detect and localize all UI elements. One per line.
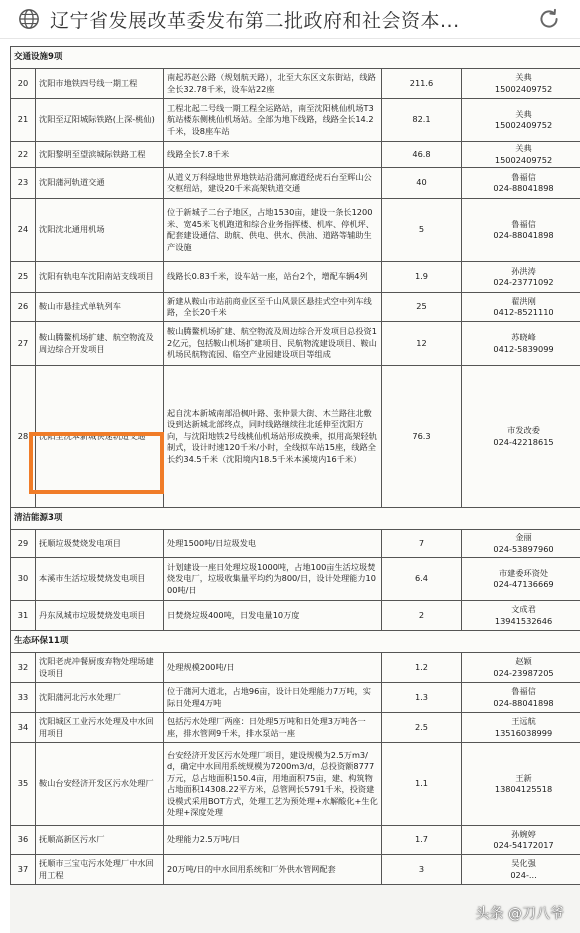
row-number: 36 [11,826,36,855]
investment-amount: 1.7 [382,826,462,855]
project-name: 本溪市生活垃圾焚烧发电项目 [36,558,164,601]
section-title: 交通设施9项 [11,47,580,69]
project-name: 沈阳至辽阳城际铁路(上深-桃仙) [36,99,164,142]
table-row [11,293,580,322]
project-description: 从道义万科绿地世界地铁站沿蒲河廊道经虎石台至辉山公交枢纽站，建设20千米高架轨道交通 [164,168,382,199]
row-number: 22 [11,142,36,168]
project-description: 位于新城子二台子地区，占地1530亩，建设一条长1200米、宽45米飞机跑道和综合业务指挥楼、机库、停机坪、配套建设通信、助航、供电、供水、供油、道路等辅助生产设施 [164,199,382,262]
investment-amount: 1.9 [382,262,462,293]
project-name: 沈阳蒲河轨道交通 [36,168,164,199]
contact-info: 关典 15002409752 [462,142,580,168]
investment-amount: 1.2 [382,653,462,683]
project-name: 沈阳蒲河北污水处理厂 [36,683,164,713]
table-row [11,713,580,743]
project-name: 抚顺高新区污水厂 [36,826,164,855]
table-row [11,530,580,558]
investment-amount: 1.3 [382,683,462,713]
contact-info: 孙洪涛 024-23771092 [462,262,580,293]
investment-amount: 2 [382,601,462,631]
table-row [11,99,580,142]
row-number: 31 [11,601,36,631]
row-number: 30 [11,558,36,601]
project-name: 丹东凤城市垃圾焚烧发电项目 [36,601,164,631]
table-row [11,142,580,168]
investment-amount: 2.5 [382,713,462,743]
project-name: 沈阳黎明至望滨城际铁路工程 [36,142,164,168]
table-row [11,199,580,262]
investment-amount: 40 [382,168,462,199]
project-description: 鞍山腾鳌机场扩建、航空物流及周边综合开发项目总投资12亿元，包括鞍山机场扩建项目、民航物流建设项目、鞍山机场民航物流园、临空产业园建设项目等组成 [164,322,382,366]
table-row [11,601,580,631]
project-name: 抚顺市三宝屯污水处理厂中水回用工程 [36,855,164,885]
contact-info: 苏晓峰 0412-5839099 [462,322,580,366]
investment-amount: 76.3 [382,366,462,508]
row-number: 20 [11,69,36,99]
project-name: 沈阳城区工业污水处理及中水回用项目 [36,713,164,743]
project-name: 沈阳有轨电车沈阳南站支线项目 [36,262,164,293]
project-description: 包括污水处理厂两座：日处理5万吨和日处理3万吨各一座，排水管网9千米，排水泵站一座 [164,713,382,743]
investment-amount: 7 [382,530,462,558]
section-header [11,47,580,69]
contact-info: 鲁福信 024-88041898 [462,199,580,262]
project-name: 沈阳沈北通用机场 [36,199,164,262]
project-name: 沈阳老虎冲餐厨废弃物处理场建设项目 [36,653,164,683]
row-number: 26 [11,293,36,322]
investment-amount: 12 [382,322,462,366]
table-row [11,826,580,855]
table-row [11,855,580,885]
investment-amount: 211.6 [382,69,462,99]
contact-info: 孙婉婷 024-54172017 [462,826,580,855]
section-header [11,508,580,530]
table-row [11,262,580,293]
row-number: 27 [11,322,36,366]
row-number: 24 [11,199,36,262]
table-row [11,558,580,601]
contact-info: 王新 13804125518 [462,743,580,826]
investment-amount: 1.1 [382,743,462,826]
project-description: 台安经济开发区污水处理厂项目，建设规模为2.5万m3/d，确定中水回用系统规模为7200m3/d，总投资额8777万元，总占地面积150.4亩，用地面积75亩，建、构筑物占地面积14308.22平方米，总管网长5791千米，投资建设模式采用BOT方式，处理工艺为预处理+水解酸化+生化处理+深度处理 [164,743,382,826]
table-row [11,653,580,683]
row-number: 37 [11,855,36,885]
row-number: 35 [11,743,36,826]
project-name: 沈阳市地铁四号线一期工程 [36,69,164,99]
contact-info: 关典 15002409752 [462,69,580,99]
highlight-box [29,432,164,494]
row-number: 21 [11,99,36,142]
contact-info: 市发改委 024-42218615 [462,366,580,508]
project-description: 工程北起二号线一期工程全运路站，南至沈阳桃仙机场T3航站楼东侧桃仙机场站。全部为地下线路，线路全长14.2千米，设8座车站 [164,99,382,142]
contact-info: 赵颖 024-23987205 [462,653,580,683]
row-number: 28 [11,366,36,508]
browser-topbar [0,0,580,39]
investment-amount: 25 [382,293,462,322]
table-row [11,683,580,713]
contact-info: 王远航 13516038999 [462,713,580,743]
project-description: 计划建设一座日处理垃圾1000吨，占地100亩生活垃圾焚烧发电厂，垃圾收集量平均约为800/日，设计处理能力1000吨/日 [164,558,382,601]
table-row [11,69,580,99]
project-name: 抚顺垃圾焚烧发电项目 [36,530,164,558]
contact-info: 翟洪刚 0412-8521110 [462,293,580,322]
table-row [11,322,580,366]
project-description: 处理能力2.5万吨/日 [164,826,382,855]
contact-info: 金丽 024-53897960 [462,530,580,558]
table-row [11,743,580,826]
row-number: 34 [11,713,36,743]
contact-info: 市建委环资处 024-47136669 [462,558,580,601]
row-number: 32 [11,653,36,683]
reload-icon[interactable] [536,6,562,32]
project-description: 日焚烧垃圾400吨，日发电量10万度 [164,601,382,631]
investment-amount: 5 [382,199,462,262]
investment-amount: 46.8 [382,142,462,168]
section-title: 生态环保11项 [11,631,580,653]
project-name: 沈阳至沈本新城快速轨道交通 [36,366,164,508]
project-description: 位于蒲河大道北，占地96亩，设计日处理能力7万吨，实际日处理4万吨 [164,683,382,713]
row-number: 33 [11,683,36,713]
project-description: 线路全长7.8千米 [164,142,382,168]
project-name: 鞍山市悬挂式单轨列车 [36,293,164,322]
project-description: 南起苏赵公路（规划航天路），北至大东区文东街站，线路全长32.78千米，设车站22座 [164,69,382,99]
investment-amount: 3 [382,855,462,885]
project-description: 新建从鞍山市站前商业区至千山风景区悬挂式空中列车线路，全长20千米 [164,293,382,322]
section-header [11,631,580,653]
table-row [11,168,580,199]
project-name: 鞍山腾鳌机场扩建、航空物流及周边综合开发项目 [36,322,164,366]
project-description: 处理1500吨/日垃圾发电 [164,530,382,558]
row-number: 23 [11,168,36,199]
project-description: 起自沈本新城南部沿枫叶路、张仲景大街、木兰路往北敷设到达新城北部终点，同时线路继续往北延伸至沈阳方向，与沈阳地铁2号线桃仙机场站形成换乘，拟用高架轻轨制式，设计时速120千米/小时，全线拟车站15座，线路全长约34.5千米（沈阳境内18.5千米本溪境内16千米） [164,366,382,508]
contact-info: 鲁福信 024-88041898 [462,683,580,713]
project-description: 线路长0.83千米，设车站一座，站台2个，增配车辆4列 [164,262,382,293]
contact-info: 关典 15002409752 [462,99,580,142]
globe-icon [18,8,40,30]
row-number: 25 [11,262,36,293]
row-number: 29 [11,530,36,558]
contact-info: 吴化强 024-... [462,855,580,885]
project-description: 20万吨/日的中水回用系统和厂外供水管网配套 [164,855,382,885]
project-description: 处理规模200吨/日 [164,653,382,683]
watermark: 头条 @刀八爷 [475,906,564,922]
contact-info: 鲁福信 024-88041898 [462,168,580,199]
investment-amount: 82.1 [382,99,462,142]
contact-info: 文成君 13941532646 [462,601,580,631]
project-name: 鞍山台安经济开发区污水处理厂 [36,743,164,826]
section-title: 清洁能源3项 [11,508,580,530]
page-title: 辽宁省发展改革委发布第二批政府和社会资本... [50,9,460,32]
investment-amount: 6.4 [382,558,462,601]
